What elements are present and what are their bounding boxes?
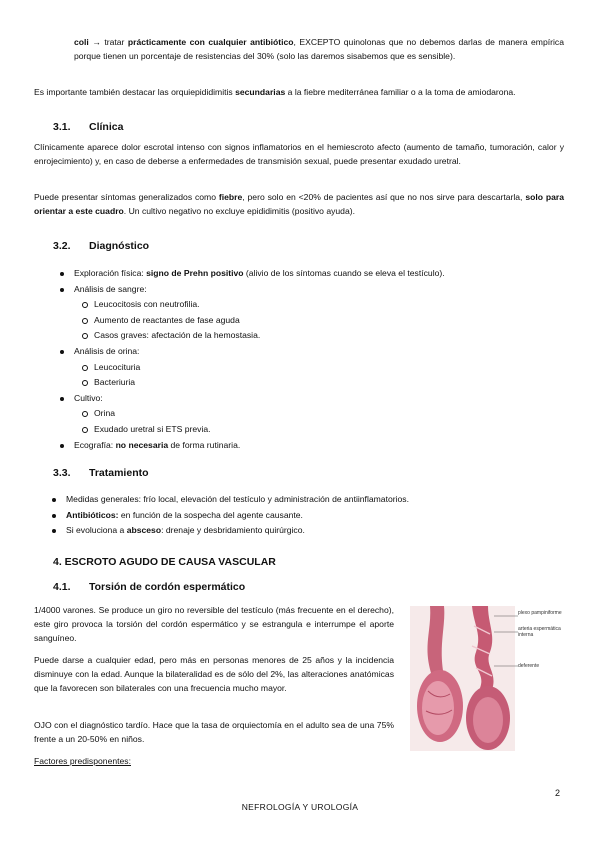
clinica-paragraph-2: Puede presentar síntomas generalizados como fiebre, pero solo en <20% de pacientes así que no nos sirve para descartarla, solo para orientar a este cuadro. Un cultivo negativo no excluye epididimitis (positivo ayuda).: [34, 192, 564, 216]
diagnostico-list: [60, 266, 445, 453]
factores-heading: Factores predisponentes:: [34, 756, 131, 766]
list-item: Cultivo:: [60, 391, 445, 407]
list-item: Si evoluciona a absceso: drenaje y desbridamiento quirúrgico.: [52, 523, 409, 539]
sub-list-item: Bacteriuria: [60, 375, 445, 391]
list-item: Medidas generales: frío local, elevación del testículo y administración de antiinflamatorios.: [52, 492, 409, 508]
label-arteria: arteria espermática interna: [518, 626, 561, 638]
sub-list-item: Orina: [60, 406, 445, 422]
label-deferente: deferente: [518, 663, 540, 669]
sub-list-item: Leucocitosis con neutrofilia.: [60, 297, 445, 313]
testicle-figure: [410, 606, 565, 751]
top-paragraph: coli → tratar prácticamente con cualquier antibiótico, EXCEPTO quinolonas que no debemos darlas de manera empírica porque tienen un porcentaje de resistencias del 30% (solo las daremos sisabemos que es sensible).: [74, 37, 564, 61]
torsion-paragraph-1: 1/4000 varones. Se produce un giro no reversible del testículo (más frecuente en el derecho), este giro provoca la torsión del cordón espermático y se estrangula e interrumpe el aporte sanguíneo.: [34, 605, 394, 643]
sub-list-item: Casos graves: afectación de la hemostasia.: [60, 328, 445, 344]
sub-list-item: Leucocituria: [60, 360, 445, 376]
clinica-paragraph-1: Clínicamente aparece dolor escrotal intenso con signos inflamatorios en el hemiescroto afecto (aumento de tamaño, tumoración, calor y enrojecimiento) y, en caso de deberse a enfermedades de transmisión sexual, puede presentar exudado uretral.: [34, 142, 564, 166]
sub-list-item: Aumento de reactantes de fase aguda: [60, 313, 445, 329]
heading-torsion: 4.1. Torsión de cordón espermático: [53, 581, 246, 593]
heading-diagnostico: 3.2. Diagnóstico: [53, 240, 150, 252]
torsion-paragraph-2: Puede darse a cualquier edad, pero más en personas menores de 25 años y la incidencia disminuye con la edad. Aunque la bilateralidad es de sólo del 2%, las alteraciones anatómicas que la favorecen son bilaterales con una frecuencia mucho mayor.: [34, 655, 394, 693]
footer-title: NEFROLOGÍA Y UROLOGÍA: [241, 802, 359, 812]
orquiepididimitis-paragraph: Es importante también destacar las orquiepididimitis secundarias a la fiebre mediterránea familiar o a la toma de amiodarona.: [34, 87, 516, 97]
tratamiento-list: [52, 492, 409, 539]
list-item: Análisis de sangre:: [60, 282, 445, 298]
list-item: Antibióticos: en función de la sospecha del agente causante.: [52, 508, 409, 524]
list-item: Análisis de orina:: [60, 344, 445, 360]
list-item: Ecografía: no necesaria de forma rutinaria.: [60, 438, 445, 454]
heading-tratamiento: 3.3. Tratamiento: [53, 467, 149, 479]
page-number: 2: [555, 788, 561, 798]
label-plexo: plexo pampiniforme: [518, 610, 562, 616]
torsion-paragraph-3: OJO con el diagnóstico tardío. Hace que la tasa de orquiectomía en el adulto sea de una 75% frente a un 20-50% en niños.: [34, 720, 394, 744]
heading-clinica: 3.1. Clínica: [53, 121, 124, 133]
heading-section-4: 4. ESCROTO AGUDO DE CAUSA VASCULAR: [53, 556, 276, 568]
list-item: Exploración física: signo de Prehn positivo (alivio de los síntomas cuando se eleva el testículo).: [60, 266, 445, 282]
sub-list-item: Exudado uretral si ETS previa.: [60, 422, 445, 438]
